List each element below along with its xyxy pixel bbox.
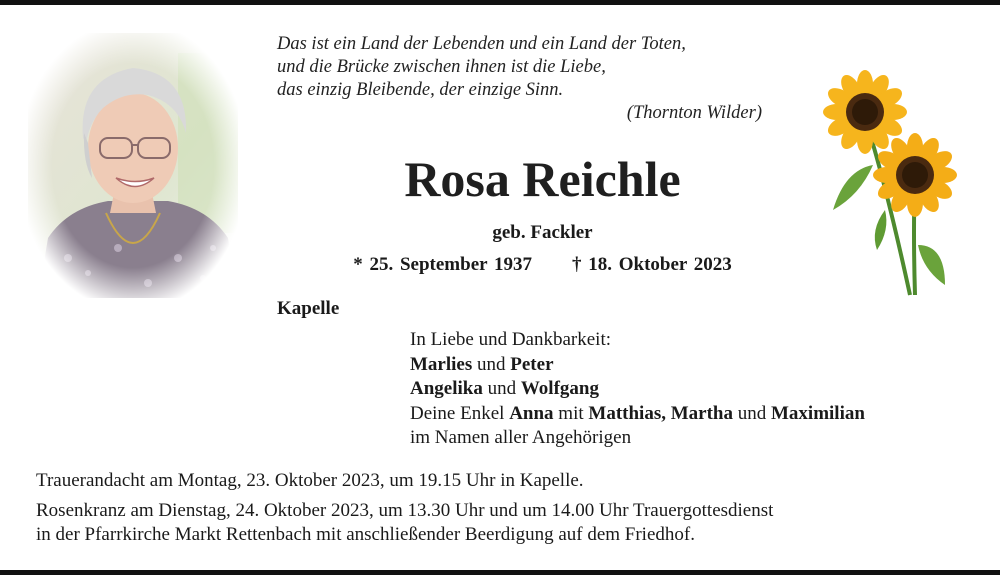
mourner-name: Marlies (410, 353, 473, 375)
mourner-name: Angelika (410, 378, 483, 399)
mourner-name: Wolfgang (520, 378, 599, 399)
poem-line: Das ist ein Land der Lebenden und ein Land der Toten, (277, 34, 686, 54)
portrait-photo (28, 33, 238, 298)
poem-line: und die Brücke zwischen ihnen ist die Liebe, (277, 57, 606, 77)
place: Kapelle (277, 298, 340, 319)
grandchildren-prefix: Deine Enkel (410, 402, 510, 424)
mourner-line (410, 402, 865, 427)
rosary-service: Rosenkranz am Dienstag, 24. Oktober 2023, um 13.30 Uhr und um 14.00 Uhr Trauergottesdienst (36, 499, 774, 521)
mourner-name: Anna (509, 402, 554, 424)
poem-line: das einzig Bleibende, der einzige Sinn. (277, 80, 564, 100)
mourner-name: Martha (670, 402, 733, 424)
mourner-name: Maximilian (770, 402, 865, 424)
conjunction: und (482, 378, 521, 399)
deceased-name: Rosa Reichle (404, 151, 681, 207)
life-dates (300, 254, 785, 276)
mourners-intro: In Liebe und Dankbarkeit: (410, 329, 612, 350)
conjunction: und (472, 353, 511, 375)
mourner-line (410, 353, 865, 378)
mourner-name: Peter (510, 353, 554, 375)
prayer-service: Trauerandacht am Montag, 23. Oktober 2023, um 19.15 Uhr in Kapelle. (36, 470, 584, 491)
sunflower-illustration (815, 70, 975, 302)
mourners-list (410, 328, 865, 451)
conjunction: mit (553, 402, 589, 424)
death-date: † 18. Oktober 2023 (571, 254, 732, 275)
funeral-details: in der Pfarrkirche Markt Rettenbach mit anschließender Beerdigung auf dem Friedhof. (36, 524, 695, 545)
poem-author: (Thornton Wilder) (626, 103, 762, 123)
mourner-name: Matthias (588, 402, 662, 424)
mourners-closing: im Namen aller Angehörigen (410, 427, 632, 448)
birth-date: * 25. September 1937 (353, 254, 532, 275)
conjunction: und (732, 402, 771, 424)
maiden-name: geb. Fackler (492, 222, 593, 243)
service-info (36, 469, 976, 548)
mourner-line (410, 377, 865, 402)
poem (277, 33, 767, 125)
separator: , (661, 402, 671, 424)
